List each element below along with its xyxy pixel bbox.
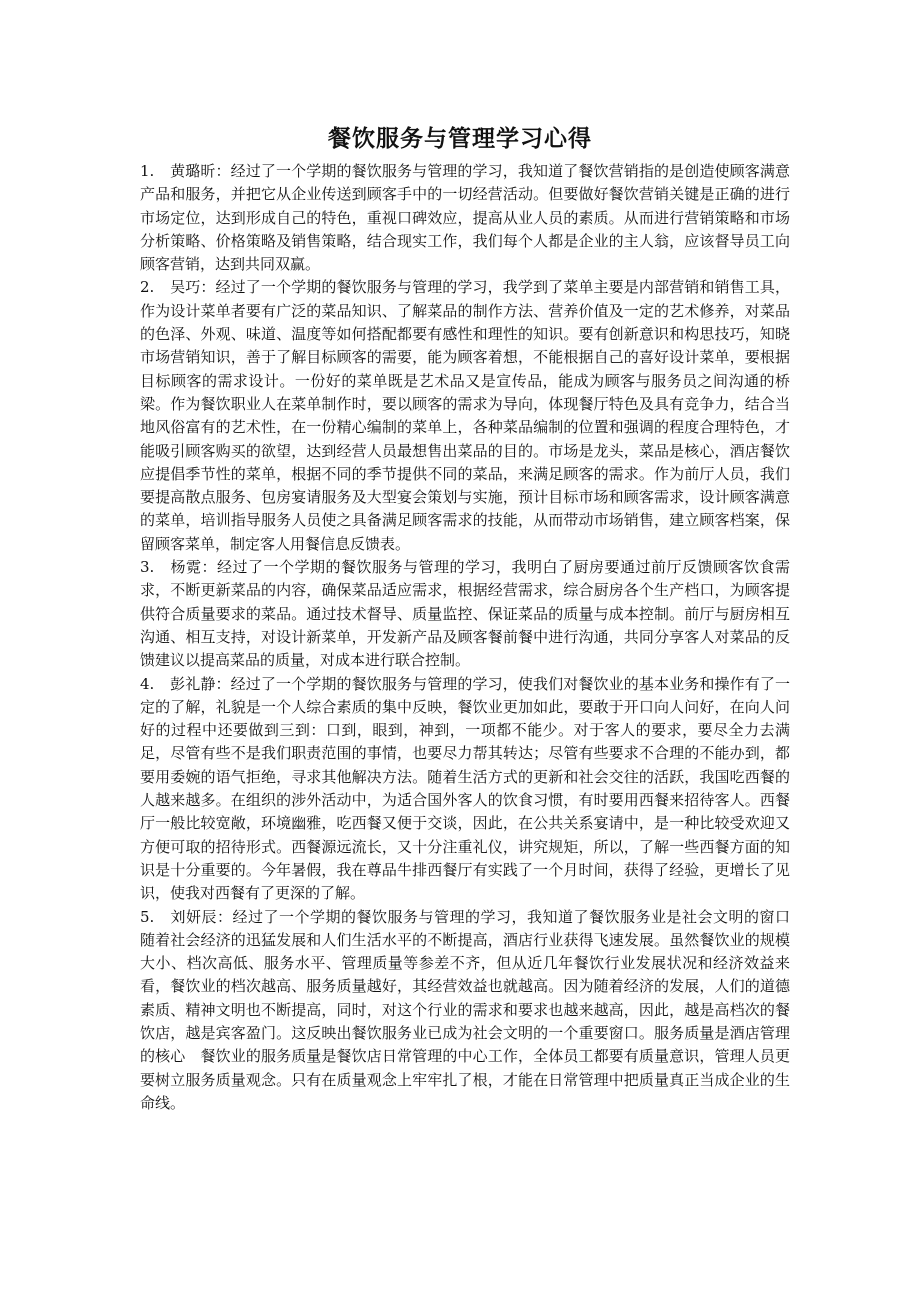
item-text: 杨霓：经过了一个学期的餐饮服务与管理的学习，我明白了厨房要通过前厅反馈顾客饮食需求，不断更新菜品的内容，确保菜品适应需求，根据经营需求，综合厨房各个生产档口，为顾客提供符合质量要求的菜品。通过技术督导、质量监控、保证菜品的质量与成本控制。前厅与厨房相互沟通、相互支持，对设计新菜单，开发新产品及顾客餐前餐中进行沟通，共同分享客人对菜品的反馈建议以提高菜品的质量，对成本进行联合控制。: [140, 558, 790, 670]
item-text: 黄璐昕：经过了一个学期的餐饮服务与管理的学习，我知道了餐饮营销指的是创造使顾客满意产品和服务，并把它从企业传送到顾客手中的一切经营活动。但要做好餐饮营销关键是正确的进行市场定位，达到形成自己的特色，重视口碑效应，提高从业人员的素质。从而进行营销策略和市场分析策略、价格策略及销售策略，结合现实工作，我们每个人都是企业的主人翁，应该督导员工向顾客营销，达到共同双赢。: [140, 162, 790, 274]
item-number: 4.: [140, 674, 155, 693]
list-item-2: [140, 276, 790, 556]
item-number: 3.: [140, 558, 155, 577]
item-number: 1.: [140, 162, 155, 180]
item-text: 刘妍辰：经过了一个学期的餐饮服务与管理的学习，我知道了餐饮服务业是社会文明的窗口 随着社会经济的迅猛发展和人们生活水平的不断提高，酒店行业获得飞速发展。虽然餐饮业的规模大小、档次高低、服务水平、管理质量等参差不齐，但从近几年餐饮行业发展状况和经济效益来看，餐饮业的档次越高、服务质量越好，其经营效益也就越高。因为随着经济的发展，人们的道德素质、精神文明也不断提高，同时，对这个行业的需求和要求也越来越高，因此，越是高档次的餐饮店，越是宾客盈门。这反映出餐饮服务业已成为社会文明的一个重要窗口。服务质量是酒店管理的核心 餐饮业的服务质量是餐饮店日常管理的中心工作，全体员工都要有质量意识，管理人员更要树立服务质量观念。只有在质量观念上牢牢扎了根，才能在日常管理中把质量真正当成企业的生命线。: [140, 907, 806, 1112]
list-item-1: [140, 160, 790, 276]
document-body: [140, 160, 806, 1115]
item-number: 2.: [140, 278, 155, 297]
list-item-3: [140, 556, 790, 672]
list-item-5: [140, 906, 806, 1116]
item-text: 彭礼静：经过了一个学期的餐饮服务与管理的学习，使我们对餐饮业的基本业务和操作有了一定的了解，礼貌是一个人综合素质的集中反映，餐饮业更加如此，要敢于开口向人问好，在向人问好的过程中还要做到三到：口到，眼到，神到，一项都不能少。对于客人的要求，要尽全力去满足，尽管有些不是我们职责范围的事情，也要尽力帮其转达；尽管有些要求不合理的不能办到，都要用委婉的语气拒绝，寻求其他解决方法。随着生活方式的更新和社会交往的活跃，我国吃西餐的人越来越多。在组织的涉外活动中，为适合国外客人的饮食习惯，有时要用西餐来招待客人。西餐厅一般比较宽敞，环境幽雅，吃西餐又便于交谈，因此，在公共关系宴请中，是一种比较受欢迎又方便可取的招待形式。西餐源远流长，又十分注重礼仪，讲究规矩，所以，了解一些西餐方面的知识是十分重要的。今年暑假，我在尊品牛排西餐厅有实践了一个月时间，获得了经验，更增长了见识，使我对西餐有了更深的了解。: [140, 674, 790, 903]
item-text: 吴巧：经过了一个学期的餐饮服务与管理的学习，我学到了菜单主要是内部营销和销售工具，作为设计菜单者要有广泛的菜品知识、了解菜品的制作方法、营养价值及一定的艺术修养，对菜品的色泽、外观、味道、温度等如何搭配都要有感性和理性的知识。要有创新意识和构思技巧，知晓市场营销知识，善于了解目标顾客的需要，能为顾客着想，不能根据自己的喜好设计菜单，要根据目标顾客的需求设计。一份好的菜单既是艺术品又是宣传品，能成为顾客与服务员之间沟通的桥梁。作为餐饮职业人在菜单制作时，要以顾客的需求为导向，体现餐厅特色及具有竞争力，结合当地风俗富有的艺术性，在一份精心编制的菜单上，各种菜品编制的位置和强调的程度合理特色，才能吸引顾客购买的欲望，达到经营人员最想售出菜品的目的。市场是龙头，菜品是核心，酒店餐饮应提倡季节性的菜单，根据不同的季节提供不同的菜品，来满足顾客的需求。作为前厅人员，我们要提高散点服务、包房宴请服务及大型宴会策划与实施，预计目标市场和顾客需求，设计顾客满意的菜单，培训指导服务人员使之具备满足顾客需求的技能，从而带动市场销售，建立顾客档案，保留顾客菜单，制定客人用餐信息反馈表。: [140, 278, 790, 553]
document-title: 餐饮服务与管理学习心得: [328, 126, 592, 152]
item-number: 5.: [140, 907, 155, 926]
list-item-4: [140, 673, 790, 906]
